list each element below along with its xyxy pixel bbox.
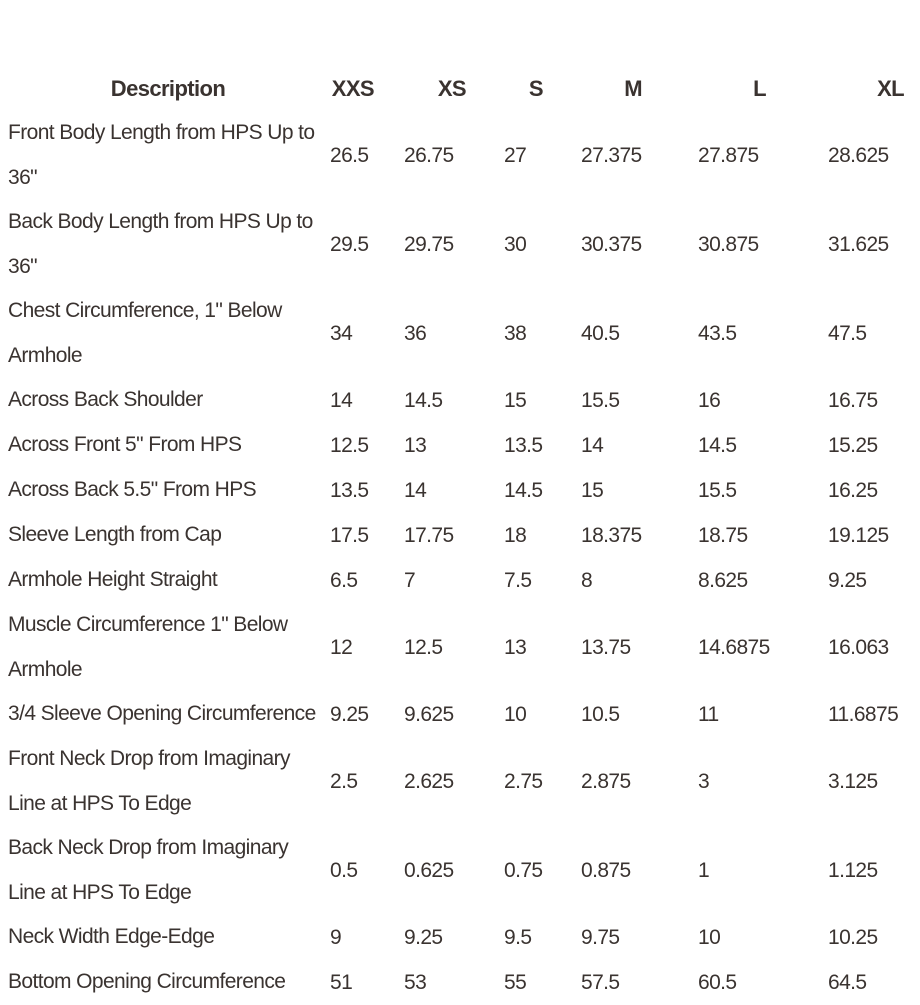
measurement-value: 9 — [330, 926, 342, 949]
measurement-value: 2.875 — [581, 770, 631, 793]
measurement-value: 18.75 — [698, 524, 748, 547]
measurement-value: 10 — [504, 703, 527, 726]
measurement-value: 14.5 — [404, 389, 443, 412]
measurement-value: 13.5 — [330, 479, 369, 502]
measurement-value: 18 — [504, 524, 527, 547]
measurement-value: 3.125 — [828, 770, 878, 793]
measurement-value: 26.5 — [330, 144, 369, 167]
row-description: Back Body Length from HPS Up to 36" — [8, 210, 313, 278]
measurement-value: 12 — [330, 636, 353, 659]
measurement-value: 16.25 — [828, 479, 878, 502]
measurement-value: 3 — [698, 770, 710, 793]
measurement-value: 18.375 — [581, 524, 642, 547]
table-row — [8, 200, 912, 289]
measurement-value: 17.75 — [404, 524, 454, 547]
measurement-value: 7 — [404, 569, 416, 592]
measurement-value: 55 — [504, 971, 527, 994]
measurement-value: 12.5 — [404, 636, 443, 659]
measurement-value: 17.5 — [330, 524, 369, 547]
measurement-value: 15 — [504, 389, 527, 412]
row-description: 3/4 Sleeve Opening Circumference — [8, 702, 316, 726]
measurement-value: 0.875 — [581, 859, 631, 882]
measurement-value: 11 — [698, 703, 719, 726]
measurement-value: 11.6875 — [828, 703, 899, 726]
measurement-value: 14 — [404, 479, 427, 502]
table-body — [8, 111, 912, 1005]
table-row — [8, 289, 912, 378]
measurement-value: 26.75 — [404, 144, 454, 167]
measurement-value: 7.5 — [504, 569, 532, 592]
header-row — [8, 66, 912, 111]
row-description: Bottom Opening Circumference — [8, 970, 286, 994]
measurement-value: 30.875 — [698, 233, 759, 256]
measurement-value: 16.75 — [828, 389, 878, 412]
measurement-value: 12.5 — [330, 434, 369, 457]
measurement-value: 19.125 — [828, 524, 889, 547]
measurement-value: 14 — [581, 434, 604, 457]
measurement-value: 47.5 — [828, 322, 867, 345]
measurement-value: 13 — [504, 636, 527, 659]
table-row — [8, 378, 912, 423]
measurement-value: 29.75 — [404, 233, 454, 256]
measurement-value: 15 — [581, 479, 604, 502]
measurement-value: 60.5 — [698, 971, 737, 994]
header-size-xxs: XXS — [331, 75, 374, 101]
table-row — [8, 737, 912, 826]
table-row — [8, 423, 912, 468]
measurement-value: 14 — [330, 389, 353, 412]
measurement-value: 16.063 — [828, 636, 889, 659]
measurement-value: 15.25 — [828, 434, 878, 457]
table-row — [8, 960, 912, 1005]
measurement-value: 8.625 — [698, 569, 748, 592]
measurement-value: 43.5 — [698, 322, 737, 345]
measurement-value: 10.25 — [828, 926, 878, 949]
measurement-value: 27 — [504, 144, 527, 167]
measurement-value: 2.5 — [330, 770, 358, 793]
measurement-value: 28.625 — [828, 144, 889, 167]
row-description: Armhole Height Straight — [8, 568, 218, 592]
table-row — [8, 692, 912, 737]
measurement-value: 0.5 — [330, 859, 358, 882]
measurement-value: 64.5 — [828, 971, 867, 994]
row-description: Across Back Shoulder — [8, 388, 203, 412]
measurement-value: 8 — [581, 569, 593, 592]
table-row — [8, 603, 912, 692]
measurement-value: 14.5 — [698, 434, 737, 457]
measurement-value: 36 — [404, 322, 427, 345]
measurement-value: 29.5 — [330, 233, 369, 256]
measurement-value: 40.5 — [581, 322, 620, 345]
measurement-value: 9.25 — [330, 703, 369, 726]
row-description: Across Back 5.5" From HPS — [8, 478, 257, 502]
table-row — [8, 468, 912, 513]
measurement-value: 51 — [330, 971, 353, 994]
header-size-xl: XL — [877, 75, 904, 101]
row-description: Across Front 5" From HPS — [8, 433, 242, 457]
measurement-value: 9.625 — [404, 703, 454, 726]
measurement-value: 53 — [404, 971, 427, 994]
measurement-value: 30 — [504, 233, 527, 256]
measurement-value: 2.75 — [504, 770, 543, 793]
table-row — [8, 915, 912, 960]
measurement-value: 16 — [698, 389, 721, 412]
measurement-value: 27.375 — [581, 144, 642, 167]
table-row — [8, 558, 912, 603]
header-description: Description — [110, 75, 226, 101]
measurement-value: 1 — [698, 859, 710, 882]
row-description: Sleeve Length from Cap — [8, 523, 222, 547]
measurement-value: 9.25 — [828, 569, 867, 592]
row-description: Front Neck Drop from Imaginary Line at HPS To Edge — [8, 747, 290, 815]
measurement-value: 13.75 — [581, 636, 631, 659]
row-description: Front Body Length from HPS Up to 36" — [8, 121, 315, 189]
measurement-value: 15.5 — [581, 389, 620, 412]
measurement-value: 27.875 — [698, 144, 759, 167]
measurement-value: 0.625 — [404, 859, 454, 882]
measurement-value: 13.5 — [504, 434, 543, 457]
measurement-value: 31.625 — [828, 233, 889, 256]
measurement-value: 57.5 — [581, 971, 620, 994]
row-description: Chest Circumference, 1" Below Armhole — [8, 299, 282, 367]
measurement-value: 34 — [330, 322, 353, 345]
measurement-value: 10 — [698, 926, 721, 949]
measurement-value: 1.125 — [828, 859, 878, 882]
measurement-value: 9.5 — [504, 926, 532, 949]
measurement-value: 13 — [404, 434, 427, 457]
table-row — [8, 826, 912, 915]
table-row — [8, 111, 912, 200]
row-description: Muscle Circumference 1" Below Armhole — [8, 613, 288, 681]
row-description: Back Neck Drop from Imaginary Line at HPS To Edge — [8, 836, 289, 904]
header-size-xs: XS — [437, 75, 466, 101]
measurement-value: 14.5 — [504, 479, 543, 502]
row-description: Neck Width Edge-Edge — [8, 925, 215, 949]
measurement-value: 6.5 — [330, 569, 358, 592]
measurement-value: 0.75 — [504, 859, 543, 882]
measurement-value: 10.5 — [581, 703, 620, 726]
table-row — [8, 513, 912, 558]
measurement-value: 38 — [504, 322, 527, 345]
measurement-value: 9.75 — [581, 926, 620, 949]
header-size-m: M — [624, 75, 642, 101]
measurement-value: 14.6875 — [698, 636, 770, 659]
header-size-l: L — [753, 75, 766, 101]
measurement-value: 30.375 — [581, 233, 642, 256]
measurement-value: 2.625 — [404, 770, 454, 793]
measurement-value: 15.5 — [698, 479, 737, 502]
header-size-s: S — [528, 75, 543, 101]
measurement-value: 9.25 — [404, 926, 443, 949]
size-chart-table — [8, 66, 912, 1005]
